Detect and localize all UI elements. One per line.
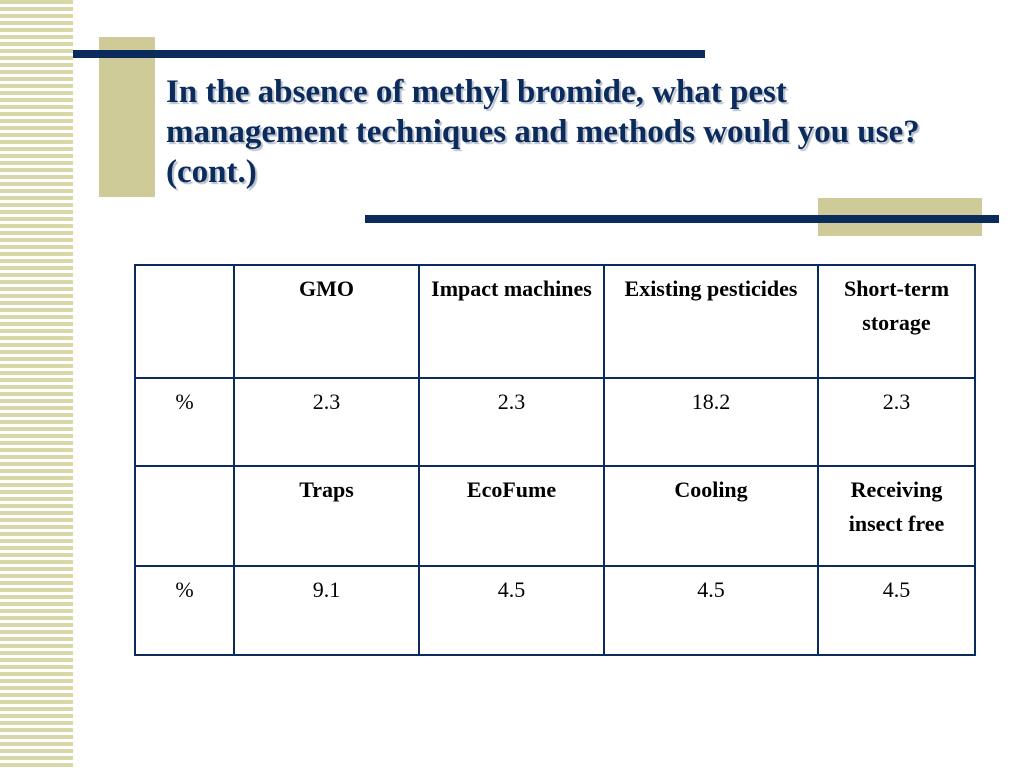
header-cell-short-term-storage: Short-term storage: [818, 265, 975, 378]
table-row: [135, 566, 975, 655]
header-cell-existing-pesticides: Existing pesticides: [604, 265, 818, 378]
header-cell-traps: Traps: [234, 466, 419, 566]
row-label-cell: %: [135, 566, 234, 655]
row-label-cell: [135, 466, 234, 566]
slide-title: In the absence of methyl bromide, what pest management techniques and methods would you use? (cont.): [166, 74, 920, 190]
value-cell: 4.5: [818, 566, 975, 655]
header-cell-ecofume: EcoFume: [419, 466, 604, 566]
value-cell: 2.3: [419, 378, 604, 466]
table-row: [135, 378, 975, 466]
value-cell: 4.5: [604, 566, 818, 655]
table-row: [135, 265, 975, 378]
header-cell-gmo: GMO: [234, 265, 419, 378]
value-cell: 2.3: [234, 378, 419, 466]
header-cell-receiving-insect-free: Receiving insect free: [818, 466, 975, 566]
table-row: [135, 466, 975, 566]
value-cell: 18.2: [604, 378, 818, 466]
left-stripe-decoration: [0, 0, 73, 768]
value-cell: 2.3: [818, 378, 975, 466]
title-bottom-rule: [365, 215, 999, 223]
pest-methods-table: [134, 264, 976, 656]
value-cell: 4.5: [419, 566, 604, 655]
header-cell-impact-machines: Impact machines: [419, 265, 604, 378]
title-accent-block: [99, 37, 155, 197]
value-cell: 9.1: [234, 566, 419, 655]
row-label-cell: %: [135, 378, 234, 466]
header-cell-cooling: Cooling: [604, 466, 818, 566]
row-label-cell: [135, 265, 234, 378]
title-top-rule: [73, 50, 705, 58]
